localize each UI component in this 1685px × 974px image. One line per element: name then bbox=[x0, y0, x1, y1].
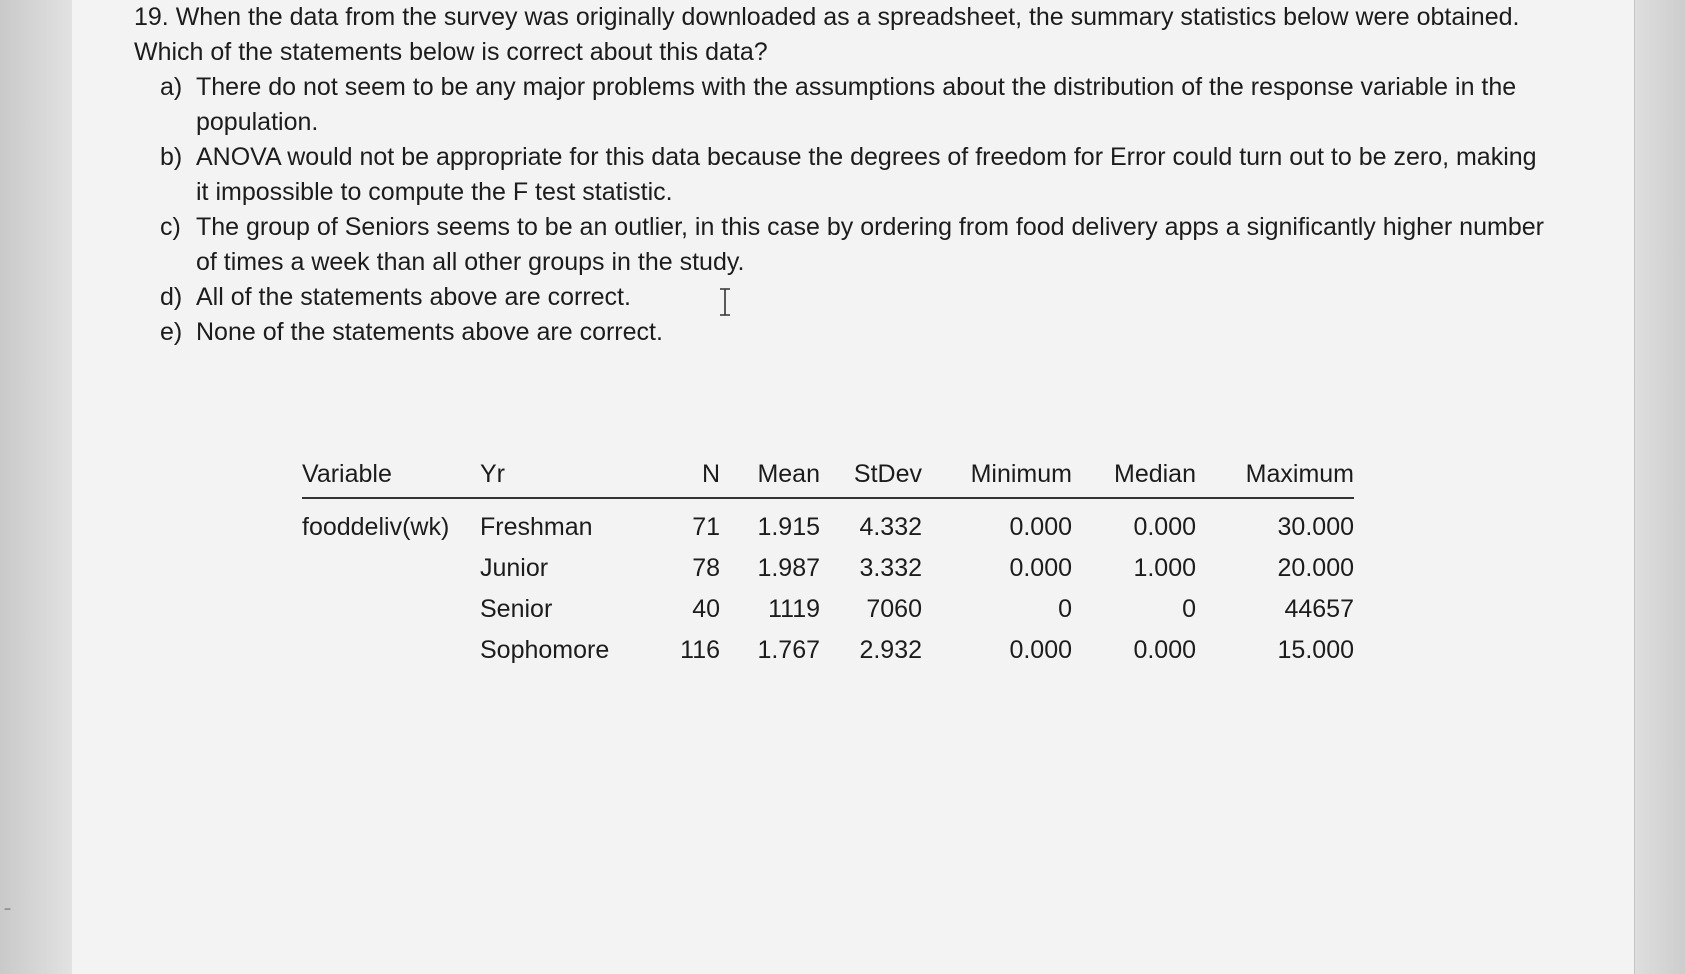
cell-minimum: 0.000 bbox=[1009, 554, 1072, 582]
cell-n: 116 bbox=[680, 636, 720, 664]
cell-stdev: 3.332 bbox=[859, 554, 922, 582]
cell-minimum: 0.000 bbox=[1009, 513, 1072, 541]
cell-variable-empty bbox=[302, 630, 480, 671]
cell-variable-empty bbox=[302, 548, 480, 589]
table-row bbox=[302, 548, 1354, 589]
option-letter: d) bbox=[160, 283, 183, 311]
cell-yr: Junior bbox=[480, 554, 549, 582]
cell-yr: Senior bbox=[480, 595, 553, 623]
table-row bbox=[302, 630, 1354, 671]
option-a bbox=[160, 70, 1554, 140]
cell-n: 40 bbox=[692, 595, 720, 623]
option-letter: c) bbox=[160, 213, 181, 241]
cell-stdev: 4.332 bbox=[859, 513, 922, 541]
option-text: There do not seem to be any major problems with the assumptions about the distribution of the response variable in the population. bbox=[196, 73, 1517, 136]
cell-minimum: 0 bbox=[1058, 595, 1072, 623]
cell-median: 1.000 bbox=[1133, 554, 1196, 582]
summary-statistics-table bbox=[302, 456, 1354, 671]
header-maximum: Maximum bbox=[1196, 456, 1354, 498]
cell-maximum: 15.000 bbox=[1277, 636, 1354, 664]
option-c bbox=[160, 210, 1554, 280]
table-header-row bbox=[302, 456, 1354, 498]
left-margin bbox=[0, 0, 73, 974]
cell-n: 71 bbox=[692, 513, 720, 541]
header-n: N bbox=[660, 456, 720, 498]
table-row bbox=[302, 589, 1354, 630]
header-mean: Mean bbox=[720, 456, 820, 498]
option-b bbox=[160, 140, 1554, 210]
header-minimum: Minimum bbox=[922, 456, 1072, 498]
cell-yr: Freshman bbox=[480, 513, 593, 541]
right-margin bbox=[1634, 0, 1685, 974]
cell-mean: 1119 bbox=[768, 595, 820, 623]
option-letter: b) bbox=[160, 143, 183, 171]
option-letter: a) bbox=[160, 73, 183, 101]
option-text: ANOVA would not be appropriate for this data because the degrees of freedom for Error could turn out to be zero, making it impossible to compute the F test statistic. bbox=[196, 143, 1537, 206]
cell-maximum: 30.000 bbox=[1277, 513, 1354, 541]
cell-n: 78 bbox=[692, 554, 720, 582]
option-letter: e) bbox=[160, 318, 183, 346]
option-d bbox=[160, 280, 1554, 315]
cell-median: 0 bbox=[1182, 595, 1196, 623]
text-cursor-icon bbox=[718, 288, 732, 316]
cell-median: 0.000 bbox=[1133, 513, 1196, 541]
cell-stdev: 2.932 bbox=[859, 636, 922, 664]
option-text: None of the statements above are correct. bbox=[196, 318, 663, 346]
question-block bbox=[134, 0, 1554, 350]
cell-mean: 1.987 bbox=[757, 554, 820, 582]
answer-options bbox=[134, 70, 1554, 350]
header-variable: Variable bbox=[302, 456, 480, 498]
cell-stdev: 7060 bbox=[866, 595, 922, 623]
table-row bbox=[302, 498, 1354, 548]
cell-mean: 1.767 bbox=[757, 636, 820, 664]
margin-mark: − bbox=[4, 902, 12, 916]
cell-maximum: 44657 bbox=[1284, 595, 1354, 623]
header-median: Median bbox=[1072, 456, 1196, 498]
option-e bbox=[160, 315, 1554, 350]
header-stdev: StDev bbox=[820, 456, 922, 498]
cell-variable: fooddeliv(wk) bbox=[302, 513, 450, 541]
option-text: All of the statements above are correct. bbox=[196, 283, 631, 311]
cell-mean: 1.915 bbox=[757, 513, 820, 541]
cell-variable-empty bbox=[302, 589, 480, 630]
cell-median: 0.000 bbox=[1133, 636, 1196, 664]
option-text: The group of Seniors seems to be an outlier, in this case by ordering from food delivery apps a significantly higher number of times a week than all other groups in the study. bbox=[196, 213, 1544, 276]
header-yr: Yr bbox=[480, 456, 660, 498]
question-text: 19. When the data from the survey was originally downloaded as a spreadsheet, the summary statistics below were obtained. Which of the statements below is correct about this data? bbox=[134, 3, 1520, 66]
cell-minimum: 0.000 bbox=[1009, 636, 1072, 664]
cell-yr: Sophomore bbox=[480, 636, 610, 664]
cell-maximum: 20.000 bbox=[1277, 554, 1354, 582]
